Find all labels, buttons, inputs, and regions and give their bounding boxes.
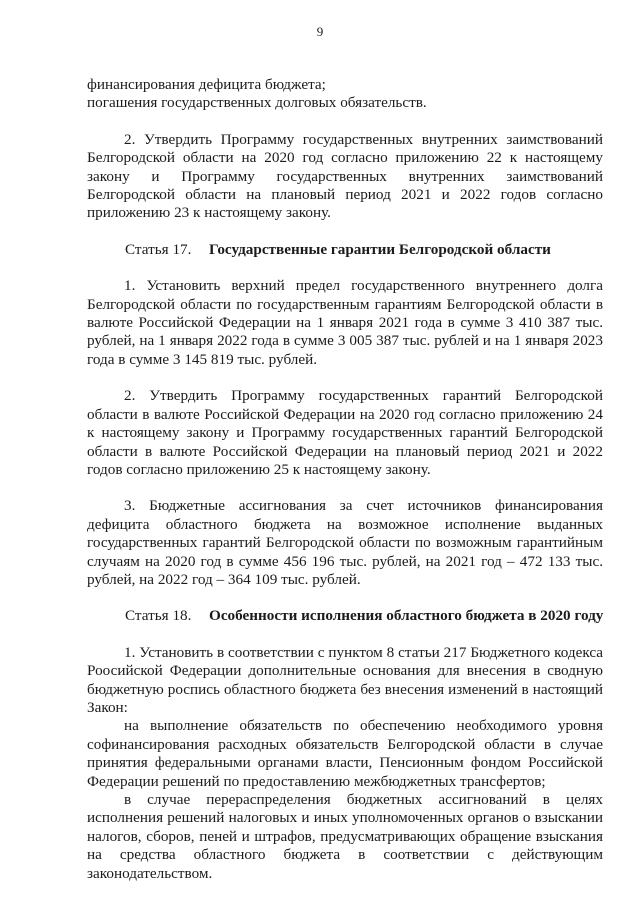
article-18-heading: [87, 607, 603, 625]
article-18-paragraph-2: на выполнение обязательств по обеспечению необходимого уровня софинансирования расходных обязательств Белгородской области в случае принятия федеральными органами власти, Пенсионным фондом Российской Федерации решений по предоставлению межбюджетных трансфертов;: [87, 717, 603, 790]
article-18-paragraph-3: в случае перераспределения бюджетных ассигнований в целях исполнения решений налоговых и иных уполномоченных органов о взыскании налогов, сборов, пеней и штрафов, предусматривающих обращение взыскания на средства областного бюджета в соответствии с действующим законодательством.: [87, 791, 603, 882]
article-18-number: Статья 18.: [125, 607, 192, 625]
intro-line-2: погашения государственных долговых обязательств.: [87, 94, 427, 112]
document-body: [87, 76, 603, 883]
article-17-heading: [87, 241, 603, 259]
paragraph-borrowing-programs: 2. Утвердить Программу государственных внутренних заимствований Белгородской области на 2020 год согласно приложению 22 к настоящему закону и Программу государственных внутренних заимствований Белгородской области на плановый период 2021 и 2022 годов согласно приложению 23 к настоящему закону.: [87, 130, 603, 222]
article-17-paragraph-3: 3. Бюджетные ассигнования за счет источников финансирования дефицита областного бюджета на возможное исполнение выданных государственных гарантий Белгородской области по возможным гарантийным случаям на 2020 год в сумме 456 196 тыс. рублей, на 2021 год – 472 133 тыс. рублей, на 2022 год – 364 109 тыс. рублей.: [87, 497, 603, 588]
article-18-paragraph-1: 1. Установить в соответствии с пунктом 8 статьи 217 Бюджетного кодекса Роосийской Федерации дополнительные основания для внесения в сводную бюджетную роспись областного бюджета без внесения изменений в настоящий Закон:: [87, 643, 603, 716]
article-18-title: Особенности исполнения областного бюджета в 2020 году: [209, 607, 604, 625]
article-17-title: Государственные гарантии Белгородской области: [209, 240, 551, 258]
article-17-paragraph-2: 2. Утвердить Программу государственных гарантий Белгородской области в валюте Российской Федерации на 2020 год согласно приложению 24 к настоящему закону и Программу государственных гарантий Белгородской области в валюте Российской Федерации на плановый период 2021 и 2022 годов согласно приложению 25 к настоящему закону.: [87, 387, 603, 478]
article-17-paragraph-1: 1. Установить верхний предел государственного внутреннего долга Белгородской области по государственным гарантиям Белгородской области в валюте Российской Федерации на 1 января 2021 года в сумме 3 410 387 тыс. рублей, на 1 января 2022 года в сумме 3 005 387 тыс. рублей и на 1 января 2023 года в сумме 3 145 819 тыс. рублей.: [87, 277, 603, 368]
page-number: 9: [316, 24, 324, 39]
intro-line-1: финансирования дефицита бюджета;: [87, 76, 326, 93]
article-17-number: Статья 17.: [125, 240, 192, 258]
